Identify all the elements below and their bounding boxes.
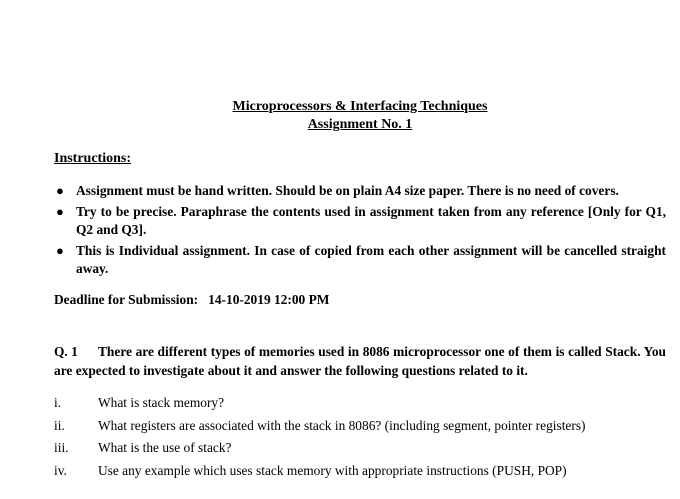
- bullet-icon: ●: [56, 203, 64, 219]
- subquestion-number: iii.: [54, 440, 69, 456]
- subquestion-number: ii.: [54, 417, 65, 433]
- subquestion-text: What is stack memory?: [98, 395, 225, 410]
- subquestion-item: [54, 437, 666, 460]
- deadline-value: 14-10-2019 12:00 PM: [208, 292, 330, 307]
- instruction-item: ● Try to be precise. Paraphrase the contents used in assignment taken from any reference [Only for Q1, Q2 and Q3].: [56, 203, 666, 237]
- subquestion-list: [54, 392, 666, 483]
- bullet-icon: ●: [56, 183, 64, 198]
- subquestion-item: [54, 415, 666, 438]
- subquestion-item: [54, 392, 666, 415]
- question-number: Q. 1: [54, 344, 78, 359]
- document-subtitle: Assignment No. 1: [307, 117, 413, 132]
- instruction-item: ● Assignment must be hand written. Should be on plain A4 size paper. There is no need of covers.: [54, 182, 666, 201]
- subquestion-number: iv.: [54, 463, 67, 479]
- document-title: Microprocessors & Interfacing Techniques: [232, 99, 488, 114]
- deadline-label: Deadline for Submission:: [54, 292, 199, 307]
- subquestion-item: [54, 460, 666, 483]
- subquestion-text: What registers are associated with the stack in 8086? (including segment, pointer registers): [98, 417, 586, 433]
- instructions-heading: Instructions:: [54, 151, 132, 166]
- subquestion-text: What is the use of stack?: [98, 440, 232, 456]
- question-1: [54, 343, 666, 380]
- instruction-item: ● This is Individual assignment. In case of copied from each other assignment will be cancelled straight away.: [56, 242, 666, 276]
- instructions-list: [54, 182, 666, 281]
- subquestion-text: Use any example which uses stack memory with appropriate instructions (PUSH, POP): [98, 463, 567, 479]
- question-text: There are different types of memories used in 8086 microprocessor one of them is called Stack. You are expected to investigate about it and answer the following questions related to it.: [54, 344, 666, 378]
- subquestion-number: i.: [54, 395, 62, 410]
- deadline: [54, 292, 329, 308]
- bullet-icon: ●: [56, 242, 64, 258]
